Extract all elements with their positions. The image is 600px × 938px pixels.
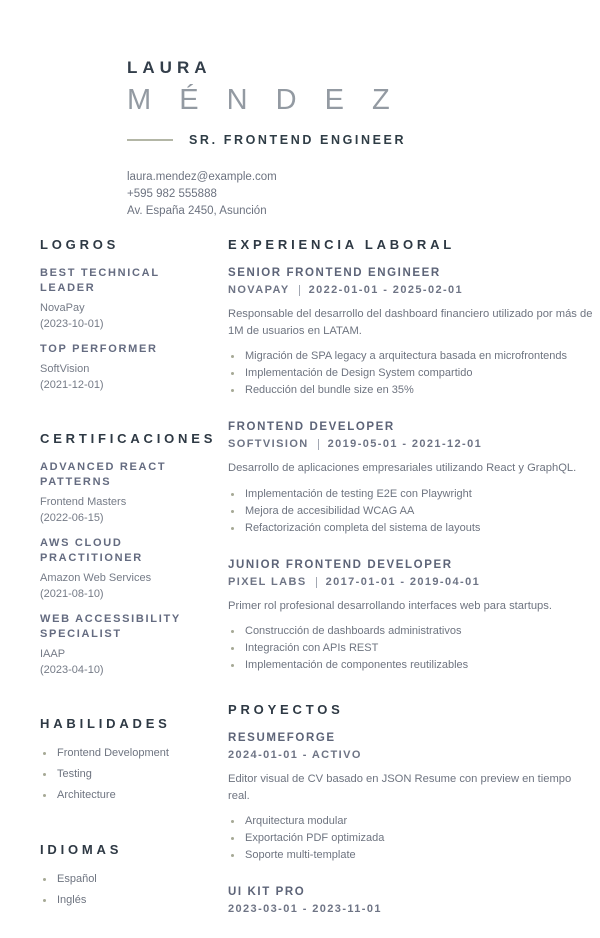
project-dates-text: 2024-01-01 - ACTIVO (228, 749, 362, 761)
project-dates-text: 2023-03-01 - 2023-11-01 (228, 903, 382, 915)
experience-meta (228, 283, 594, 298)
experience-bullet: Construcción de dashboards administrativos (228, 623, 594, 640)
certification-date: (2023-04-10) (40, 664, 104, 676)
experience-bullets (228, 486, 594, 537)
experience-summary: Responsable del desarrollo del dashboard financiero utilizado por más de 1M de usuarios en LATAM. (228, 308, 593, 337)
experience-bullet: Refactorización completa del sistema de layouts (228, 520, 594, 537)
project-entry (228, 885, 594, 917)
experience-bullet: Implementación de componentes reutilizables (228, 657, 594, 674)
section-heading-achievements: LOGROS (40, 237, 120, 252)
experience-summary: Primer rol profesional desarrollando interfaces web para startups. (228, 599, 552, 612)
project-dates (228, 902, 594, 917)
content-columns (0, 237, 600, 938)
experience-entry (228, 558, 594, 675)
experience-company: PIXEL LABS (228, 575, 307, 588)
resume-header (0, 0, 600, 220)
experience-meta (228, 437, 594, 452)
experience-bullet: Integración con APIs REST (228, 640, 594, 657)
experience-role: JUNIOR FRONTEND DEVELOPER (228, 558, 453, 571)
skill-item: Testing (40, 766, 212, 783)
pipe-separator (318, 439, 319, 450)
language-item: Español (40, 871, 212, 888)
section-skills (40, 716, 212, 804)
experience-entry (228, 420, 594, 537)
section-languages (40, 842, 212, 909)
contact-block (127, 169, 600, 220)
certification-org: Frontend Masters (40, 496, 127, 508)
certification-date: (2021-08-10) (40, 588, 104, 600)
section-heading-experience: EXPERIENCIA LABORAL (228, 237, 456, 252)
experience-bullet: Reducción del bundle size en 35% (228, 382, 594, 399)
skill-item: Architecture (40, 787, 212, 804)
achievement-item (40, 266, 212, 332)
section-heading-skills: HABILIDADES (40, 716, 171, 731)
project-summary: Editor visual de CV basado en JSON Resume con preview en tiempo real. (228, 773, 572, 802)
experience-bullets (228, 623, 594, 674)
section-achievements (40, 237, 212, 393)
section-heading-languages: IDIOMAS (40, 842, 123, 857)
experience-bullet: Migración de SPA legacy a arquitectura basada en microfrontends (228, 348, 594, 365)
certification-title: ADVANCED REACT PATTERNS (40, 461, 167, 488)
project-bullet: Arquitectura modular (228, 813, 594, 830)
accent-divider-line (127, 139, 173, 141)
project-name: UI KIT PRO (228, 886, 306, 898)
experience-bullet: Implementación de Design System compartido (228, 365, 594, 382)
language-item: Inglés (40, 892, 212, 909)
experience-dates: 2022-01-01 - 2025-02-01 (308, 284, 464, 296)
section-projects (228, 702, 594, 917)
certification-item (40, 460, 212, 526)
experience-bullets (228, 348, 594, 399)
section-heading-projects: PROYECTOS (228, 702, 344, 717)
experience-dates: 2019-05-01 - 2021-12-01 (327, 438, 483, 450)
experience-entry (228, 266, 594, 399)
achievement-date: (2023-10-01) (40, 318, 104, 330)
experience-role: FRONTEND DEVELOPER (228, 421, 395, 433)
experience-meta (228, 575, 594, 590)
experience-role: SENIOR FRONTEND ENGINEER (228, 267, 441, 279)
first-name: LAURA (127, 58, 212, 77)
project-entry (228, 731, 594, 864)
experience-bullet: Implementación de testing E2E con Playwright (228, 486, 594, 503)
achievement-date: (2021-12-01) (40, 379, 104, 391)
section-experience (228, 237, 594, 674)
contact-address: Av. España 2450, Asunción (127, 205, 267, 217)
certification-org: Amazon Web Services (40, 572, 152, 584)
experience-company: SOFTVISION (228, 438, 309, 450)
pipe-separator (299, 285, 300, 296)
achievement-org: SoftVision (40, 363, 90, 375)
achievement-item (40, 342, 212, 393)
sidebar-column (40, 237, 217, 938)
skills-list (40, 745, 212, 804)
experience-bullet: Mejora de accesibilidad WCAG AA (228, 503, 594, 520)
achievement-title: TOP PERFORMER (40, 343, 158, 355)
section-heading-certifications: CERTIFICACIONES (40, 431, 217, 446)
certification-title: AWS CLOUD PRACTITIONER (40, 537, 143, 564)
project-bullets (228, 813, 594, 864)
project-bullet: Exportación PDF optimizada (228, 830, 594, 847)
certification-date: (2022-06-15) (40, 512, 104, 524)
experience-company: NOVAPAY (228, 284, 290, 296)
contact-phone: +595 982 555888 (127, 188, 217, 200)
pipe-separator (316, 577, 317, 588)
project-bullet: Soporte multi-template (228, 847, 594, 864)
skill-item: Frontend Development (40, 745, 212, 762)
contact-email: laura.mendez@example.com (127, 171, 277, 183)
last-name: M É N D E Z (127, 84, 400, 116)
job-title-row (127, 133, 600, 147)
job-title: SR. FRONTEND ENGINEER (189, 133, 407, 147)
certification-title: WEB ACCESSIBILITY SPECIALIST (40, 613, 181, 640)
achievement-title: BEST TECHNICAL LEADER (40, 267, 160, 294)
experience-summary: Desarrollo de aplicaciones empresariales utilizando React y GraphQL. (228, 462, 577, 474)
achievement-org: NovaPay (40, 302, 85, 314)
section-certifications (40, 431, 217, 678)
project-dates (228, 748, 594, 763)
certification-item (40, 612, 212, 678)
experience-dates: 2017-01-01 - 2019-04-01 (325, 575, 481, 588)
main-column (212, 237, 600, 938)
languages-list (40, 871, 212, 909)
certification-org: IAAP (40, 648, 66, 660)
project-name: RESUMEFORGE (228, 732, 336, 744)
certification-item (40, 536, 212, 602)
